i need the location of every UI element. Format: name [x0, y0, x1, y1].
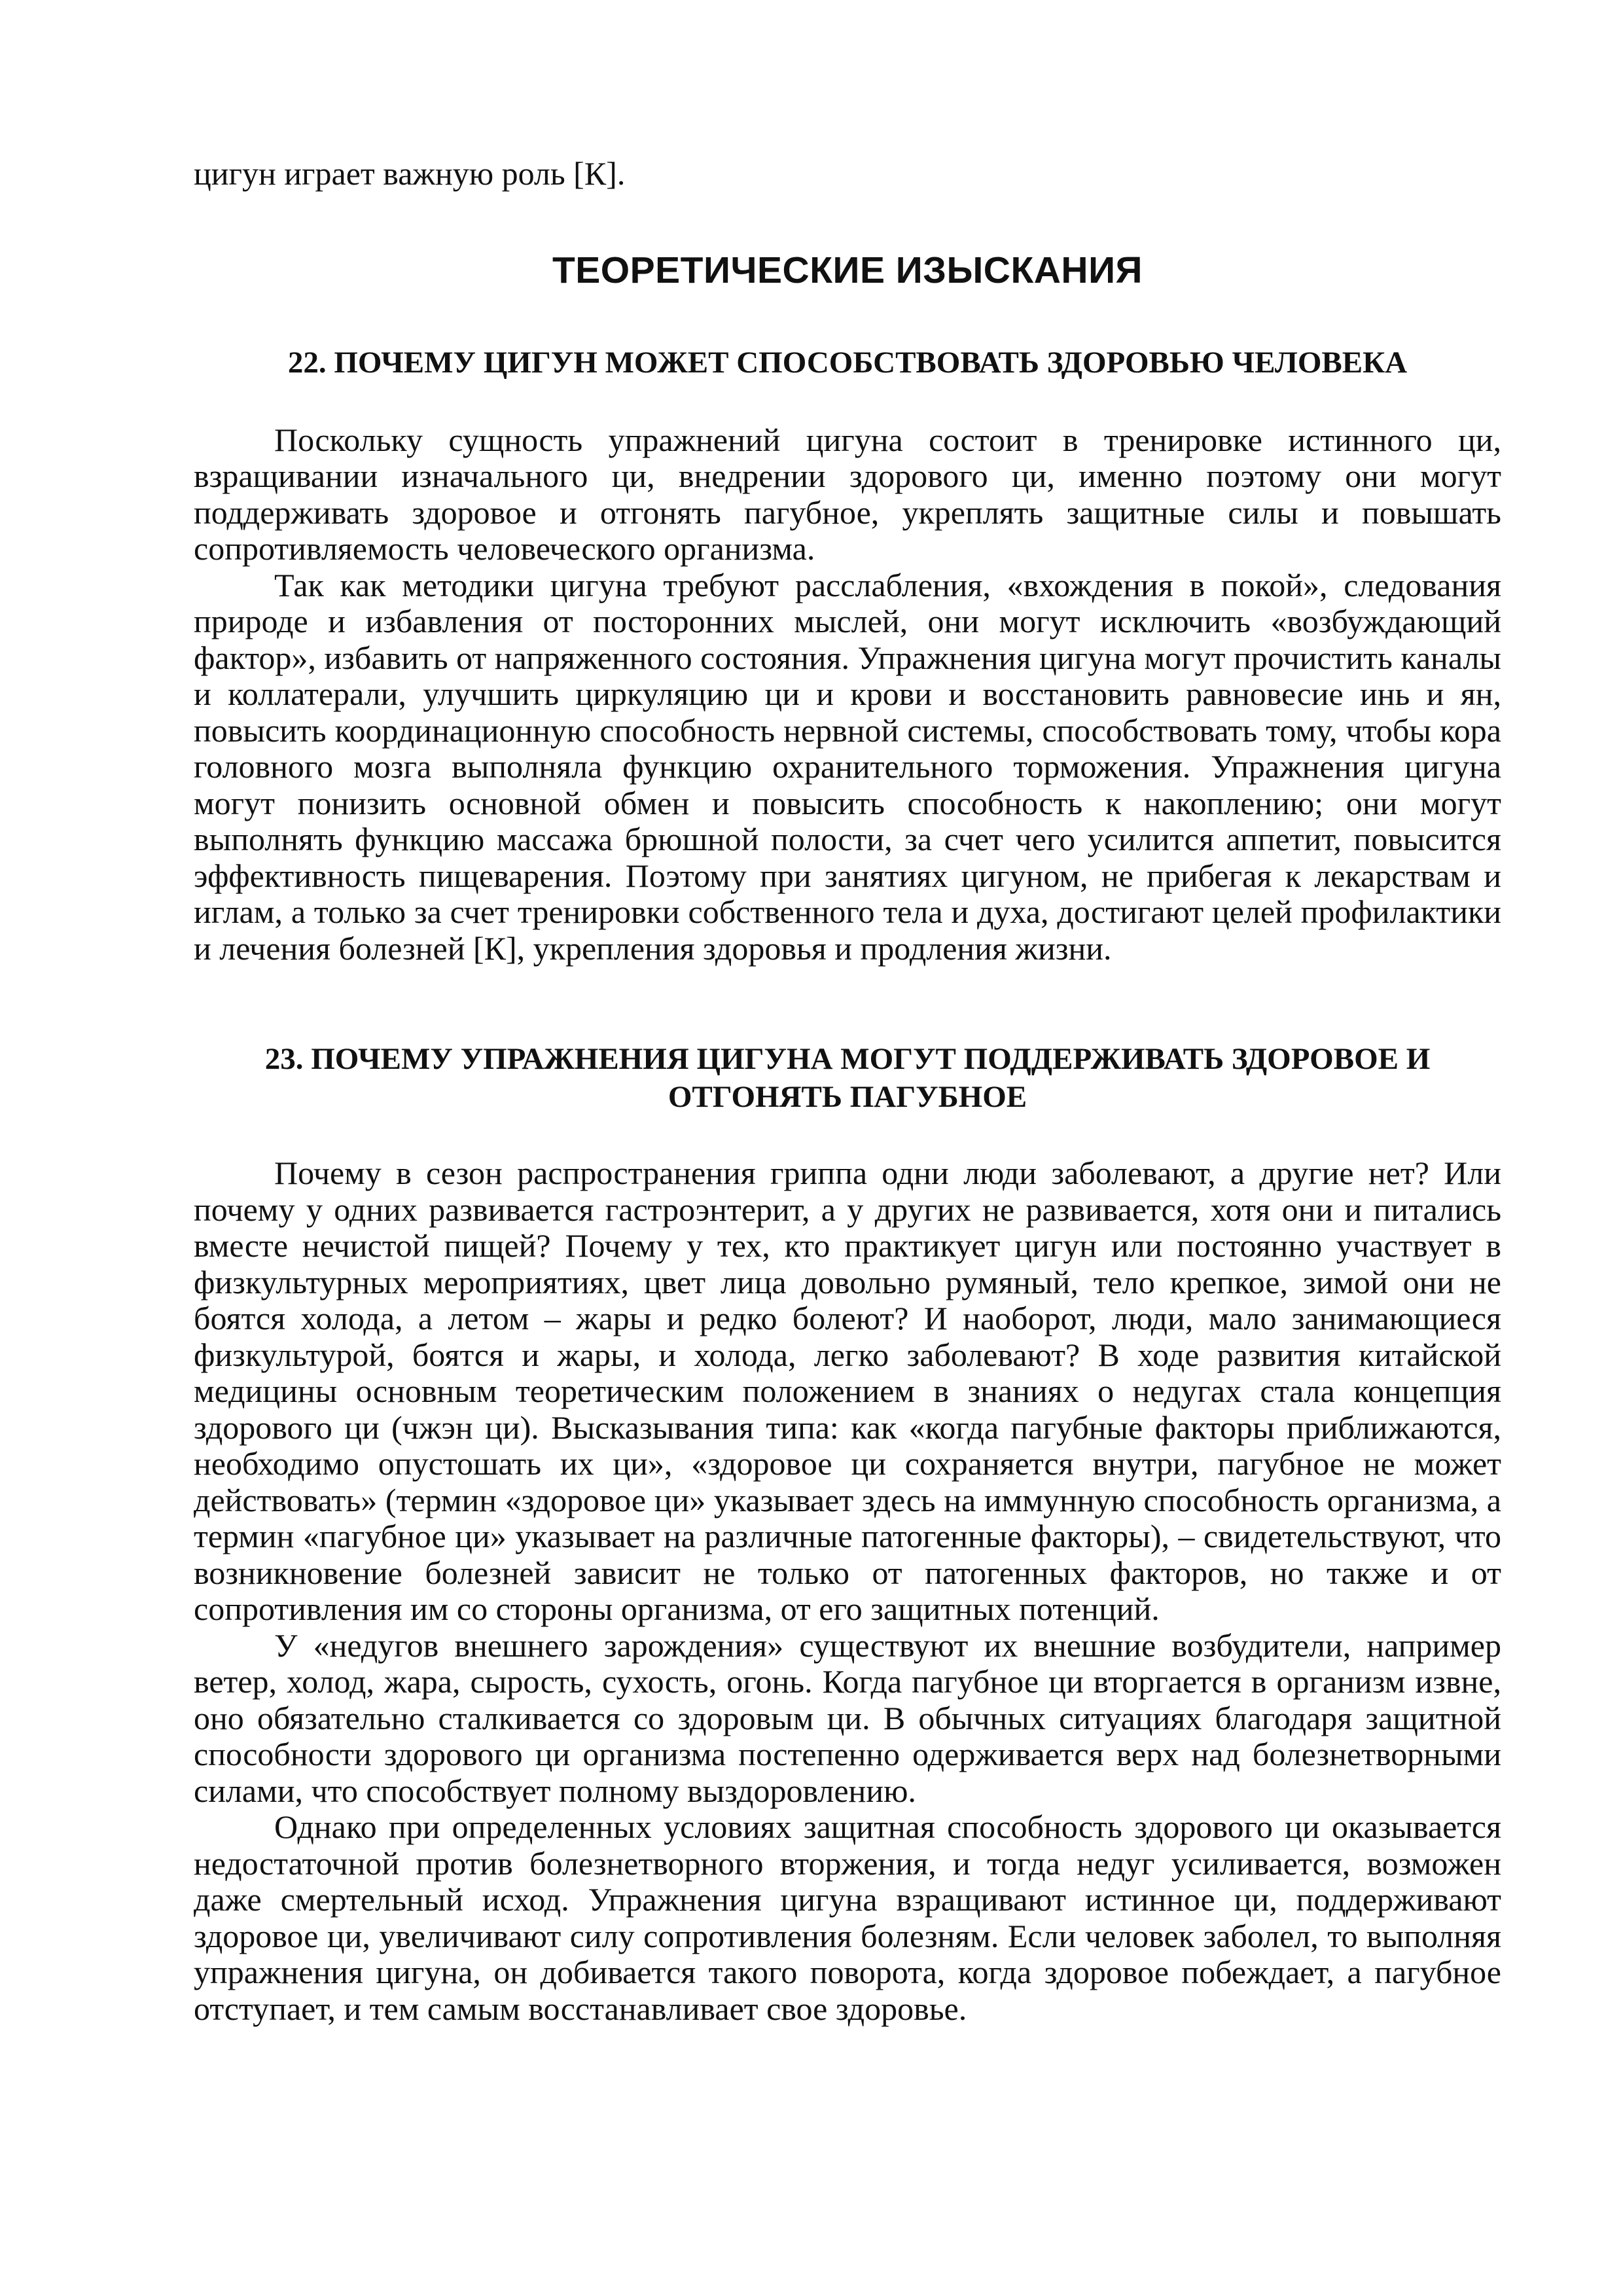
intro-continuation-paragraph: цигун играет важную роль [К]. — [194, 155, 626, 192]
section-23-heading — [194, 1040, 1501, 1116]
section-22-paragraph-1: Поскольку сущность упражнений цигуна состоит в тренировке истинного ци, взращивании изначального ци, внедрении здорового ци, именно поэтому они могут поддерживать здоровое и отгонять пагубное, укреплять защитные силы и повышать сопротивляемость человеческого организма. — [194, 421, 1501, 567]
page-content — [194, 156, 1501, 2027]
section-23-paragraph-3: Однако при определенных условиях защитная способность здорового ци оказывается недостаточной против болезнетворного вторжения, и тогда недуг усиливается, возможен даже смертельный исход. Упражнения цигуна взращивают истинное ци, поддерживают здоровое ци, увеличивают силу сопротивления болезням. Если человек заболел, то выполняя упражнения цигуна, он добивается такого поворота, когда здоровое побеждает, а пагубное отступает, и тем самым восстанавливает свое здоровье. — [194, 1808, 1501, 2027]
section-22-heading: 22. ПОЧЕМУ ЦИГУН МОЖЕТ СПОСОБСТВОВАТЬ ЗДОРОВЬЮ ЧЕЛОВЕКА — [287, 345, 1408, 380]
section-23-heading-line-2: ОТГОНЯТЬ ПАГУБНОЕ — [668, 1080, 1027, 1114]
section-23-paragraph-1: Почему в сезон распространения гриппа одни люди заболевают, а другие нет? Или почему у одних развивается гастроэнтерит, а у других не развивается, хотя они и питались вместе нечистой пищей? Почему у тех, кто практикует цигун или постоянно участвует в физкультурных мероприятиях, цвет лица довольно румяный, тело крепкое, зимой они не боятся холода, а летом – жары и редко болеют? И наоборот, люди, мало занимающиеся физкультурой, боятся и жары, и холода, легко заболевают? В ходе развития китайской медицины основным теоретическим положением в знаниях о недугах стала концепция здорового ци (чжэн ци). Высказывания типа: как «когда пагубные факторы приближаются, необходимо опустошать их ци», «здоровое ци сохраняется внутри, пагубное не может действовать» (термин «здоровое ци» указывает здесь на иммунную способность организма, а термин «пагубное ци» указывает на различные патогенные факторы), – свидетельствуют, что возникновение болезней зависит не только от патогенных факторов, но также и от сопротивления им со стороны организма, от его защитных потенций. — [194, 1155, 1501, 1627]
main-heading: ТЕОРЕТИЧЕСКИЕ ИЗЫСКАНИЯ — [552, 249, 1143, 291]
section-23-heading-line-1: 23. ПОЧЕМУ УПРАЖНЕНИЯ ЦИГУНА МОГУТ ПОДДЕРЖИВАТЬ ЗДОРОВОЕ И — [264, 1042, 1431, 1076]
section-23-paragraph-2: У «недугов внешнего зарождения» существуют их внешние возбудители, например ветер, холод, жара, сырость, сухость, огонь. Когда пагубное ци вторгается в организм извне, оно обязательно сталкивается со здоровым ци. В обычных ситуациях благодаря защитной способности здорового ци организма постепенно одерживается верх над болезнетворными силами, что способствует полному выздоровлению. — [194, 1626, 1501, 1809]
section-22-paragraph-2: Так как методики цигуна требуют расслабления, «вхождения в покой», следования природе и избавления от посторонних мыслей, они могут исключить «возбуждающий фактор», избавить от напряженного состояния. Упражнения цигуна могут прочистить каналы и коллатерали, улучшить циркуляцию ци и крови и восстановить равновесие инь и ян, повысить координационную способность нервной системы, способствовать тому, чтобы кора головного мозга выполняла функцию охранительного торможения. Упражнения цигуна могут понизить основной обмен и повысить способность к накоплению; они могут выполнять функцию массажа брюшной полости, за счет чего усилится аппетит, повысится эффективность пищеварения. Поэтому при занятиях цигуном, не прибегая к лекарствам и иглам, а только за счет тренировки собственного тела и духа, достигают целей профилактики и лечения болезней [К], укрепления здоровья и продления жизни. — [194, 566, 1501, 967]
